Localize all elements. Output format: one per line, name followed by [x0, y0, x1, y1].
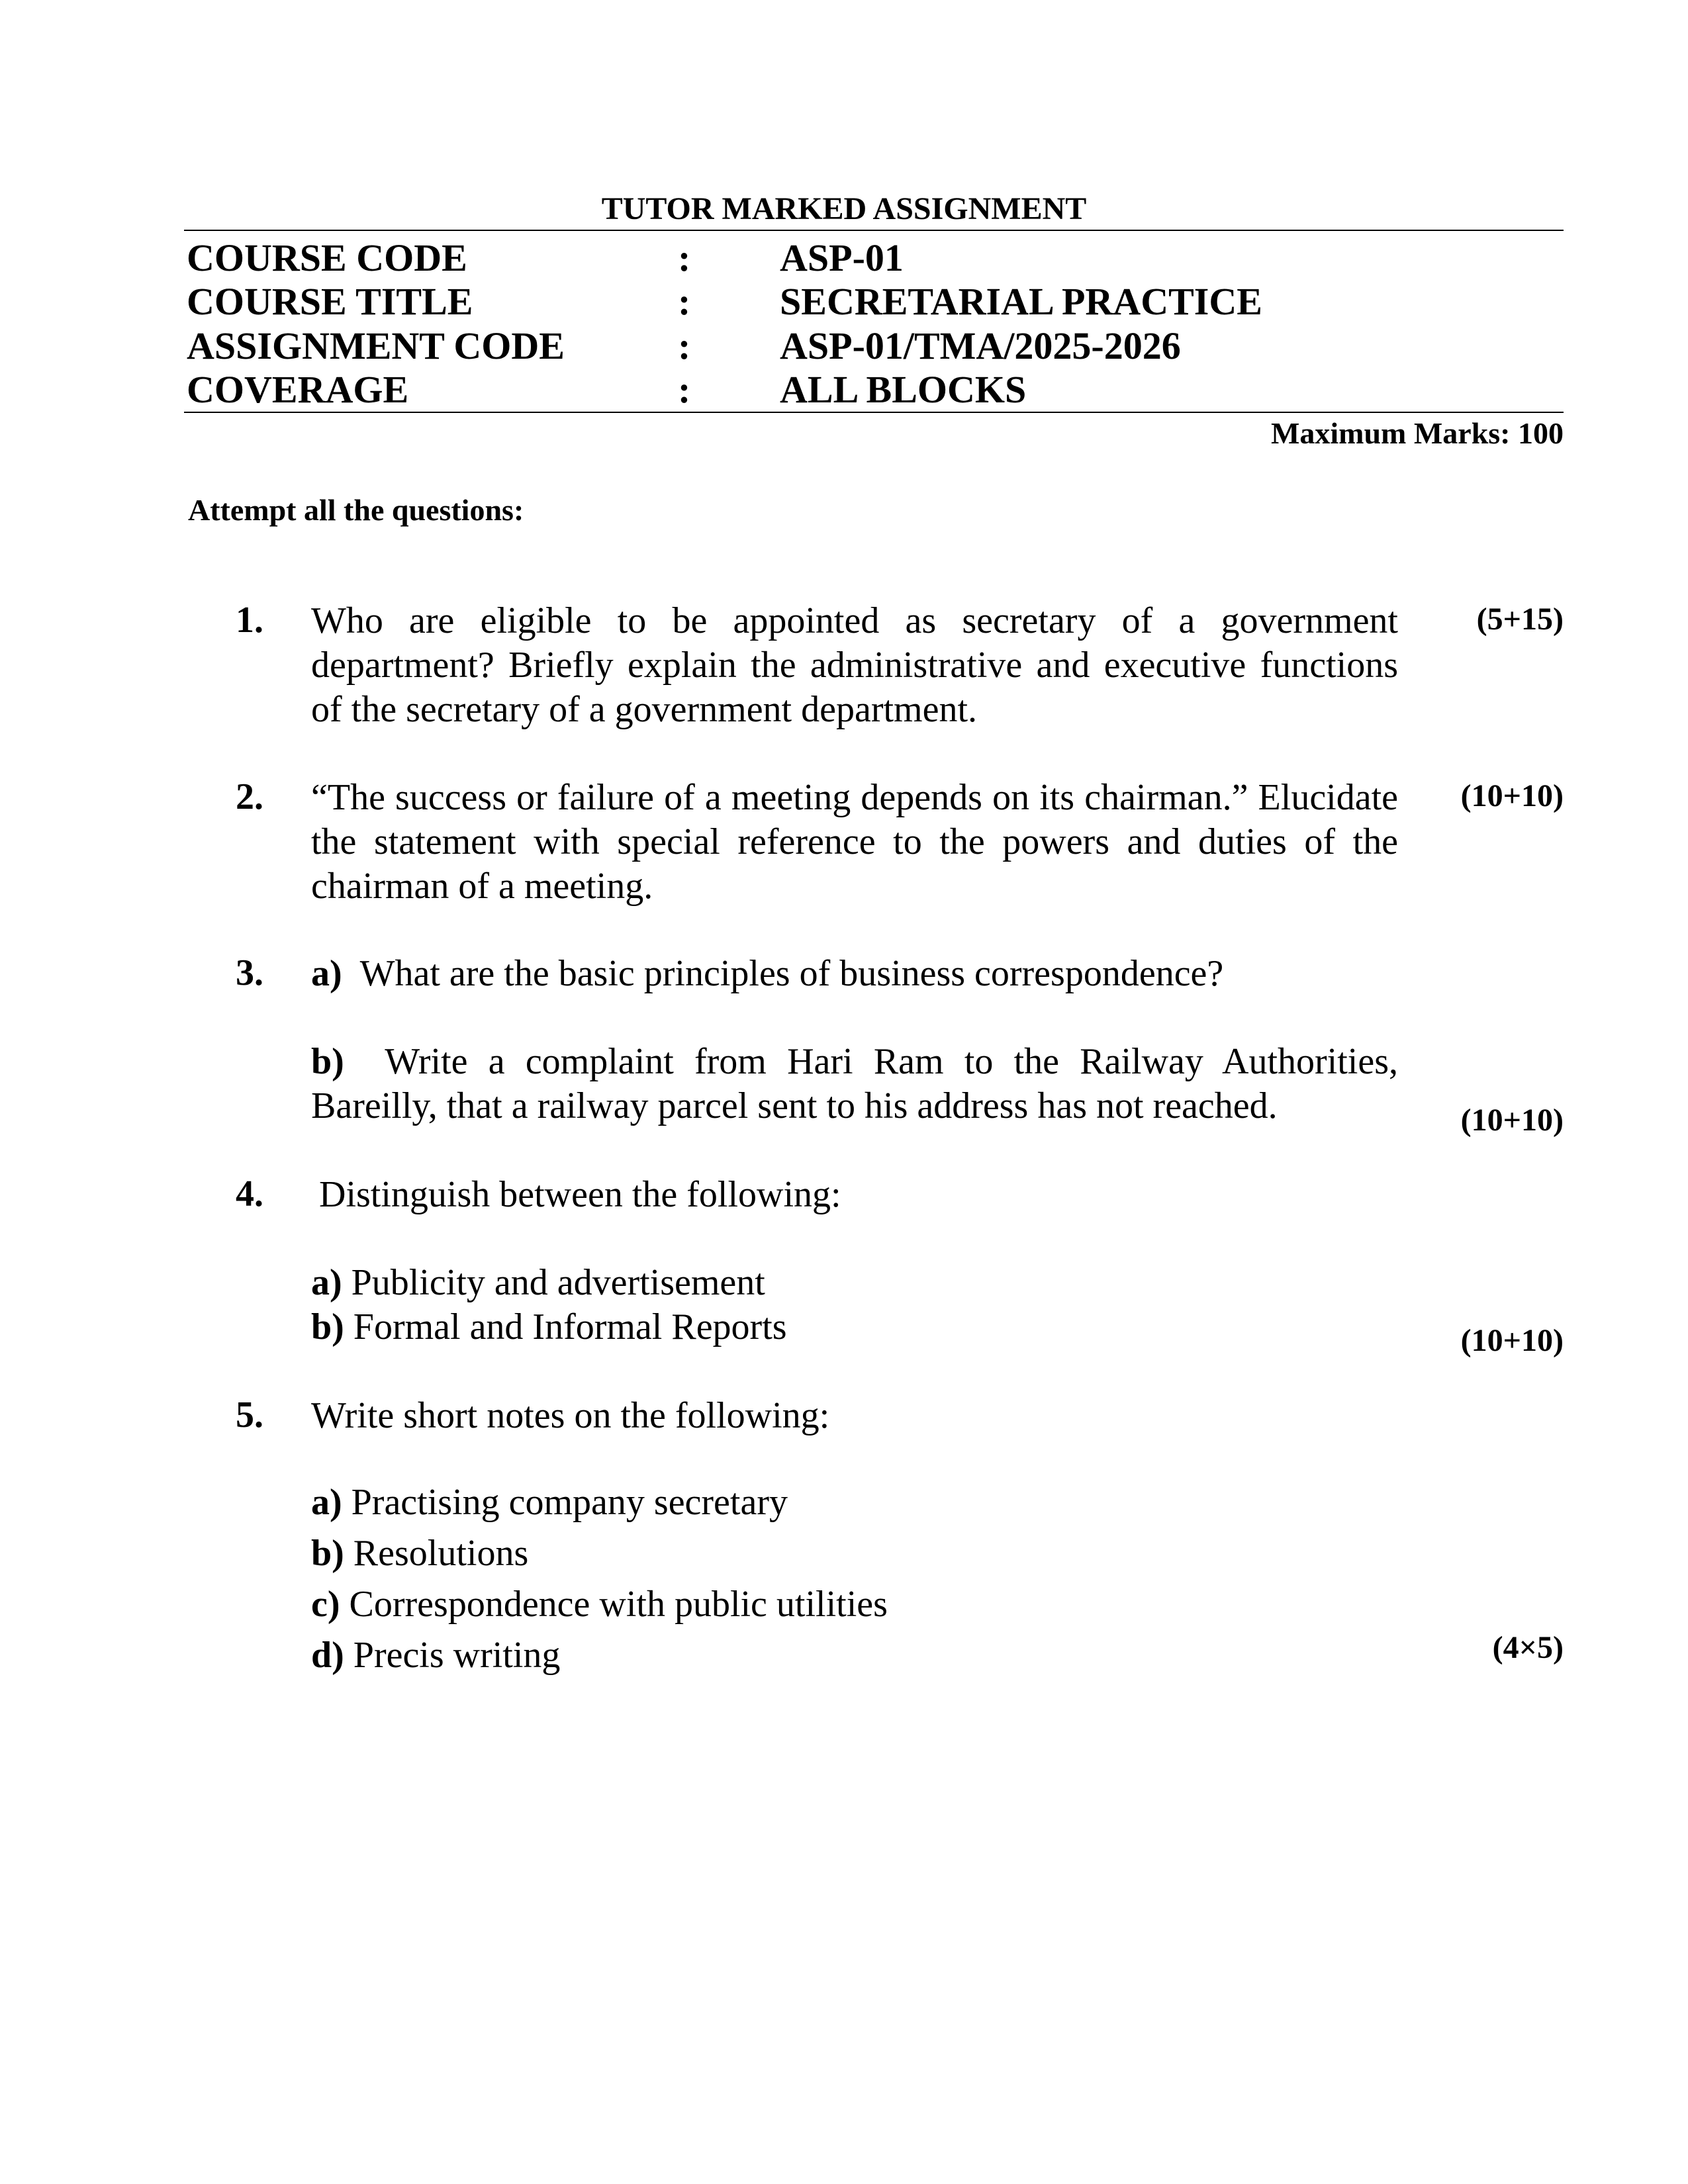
sub-question-letter: a)	[311, 953, 342, 994]
coverage-colon: :	[678, 368, 691, 411]
course-code-colon: :	[678, 236, 691, 279]
sub-question-text: Practising company secretary	[351, 1482, 788, 1523]
header-top-rule	[184, 230, 1564, 231]
sub-question-letter: b)	[311, 1306, 344, 1347]
question-marks: (5+15)	[1476, 602, 1564, 637]
instruction-text: Attempt all the questions:	[188, 493, 524, 527]
assignment-title: TUTOR MARKED ASSIGNMENT	[601, 191, 1087, 226]
sub-question-a	[311, 1480, 788, 1525]
assignment-code-colon: :	[678, 324, 691, 367]
sub-question-letter: b)	[311, 1041, 344, 1082]
question-text: Distinguish between the following:	[319, 1174, 841, 1215]
sub-question-text: Precis writing	[353, 1635, 561, 1676]
question-text: Write short notes on the following:	[311, 1395, 830, 1436]
question-number: 4.	[236, 1173, 263, 1214]
sub-question-text: Resolutions	[353, 1533, 529, 1574]
sub-question-b	[311, 1305, 787, 1349]
sub-question-text: Correspondence with public utilities	[349, 1584, 888, 1625]
question-marks: (10+10)	[1460, 778, 1564, 813]
coverage-value: ALL BLOCKS	[780, 368, 1027, 411]
sub-question-a	[311, 1261, 765, 1305]
course-title-colon: :	[678, 280, 691, 323]
sub-question-letter: b)	[311, 1533, 344, 1574]
header-bottom-rule	[184, 412, 1564, 413]
sub-question-letter: d)	[311, 1635, 344, 1676]
question-text: “The success or failure of a meeting depends on its chairman.” Elucidate the statement with special reference to the powers and duties of the chairman of a meeting.	[311, 777, 1398, 907]
sub-question-b	[311, 1531, 528, 1576]
sub-question-b	[311, 1040, 1398, 1128]
question-text: Who are eligible to be appointed as secretary of a government department? Briefly explain the administrative and executive functions of the secretary of a government department.	[311, 600, 1398, 730]
sub-question-letter: a)	[311, 1482, 342, 1523]
course-title-value: SECRETARIAL PRACTICE	[780, 280, 1262, 323]
question-marks: (10+10)	[1460, 1103, 1564, 1138]
assignment-code-value: ASP-01/TMA/2025-2026	[780, 324, 1181, 367]
sub-question-d	[311, 1633, 560, 1678]
question-number: 2.	[236, 776, 263, 817]
question-number: 3.	[236, 952, 263, 993]
course-code-value: ASP-01	[780, 236, 904, 279]
sub-question-text: Write a complaint from Hari Ram to the Railway Authorities, Bareilly, that a railway parcel sent to his address has not reached.	[311, 1041, 1398, 1126]
course-title-label: COURSE TITLE	[187, 280, 473, 323]
sub-question-text: What are the basic principles of business correspondence?	[359, 953, 1224, 994]
course-code-label: COURSE CODE	[187, 236, 467, 279]
sub-question-a	[311, 952, 1223, 996]
assignment-code-label: ASSIGNMENT CODE	[187, 324, 565, 367]
sub-question-text: Formal and Informal Reports	[353, 1306, 787, 1347]
sub-question-c	[311, 1582, 888, 1627]
sub-question-letter: c)	[311, 1584, 340, 1625]
maximum-marks: Maximum Marks: 100	[1270, 416, 1564, 450]
question-number: 1.	[236, 600, 263, 641]
sub-question-letter: a)	[311, 1262, 342, 1303]
question-marks: (10+10)	[1460, 1323, 1564, 1358]
coverage-label: COVERAGE	[187, 368, 409, 411]
question-number: 5.	[236, 1394, 263, 1435]
sub-question-text: Publicity and advertisement	[351, 1262, 765, 1303]
question-marks: (4×5)	[1492, 1630, 1564, 1665]
